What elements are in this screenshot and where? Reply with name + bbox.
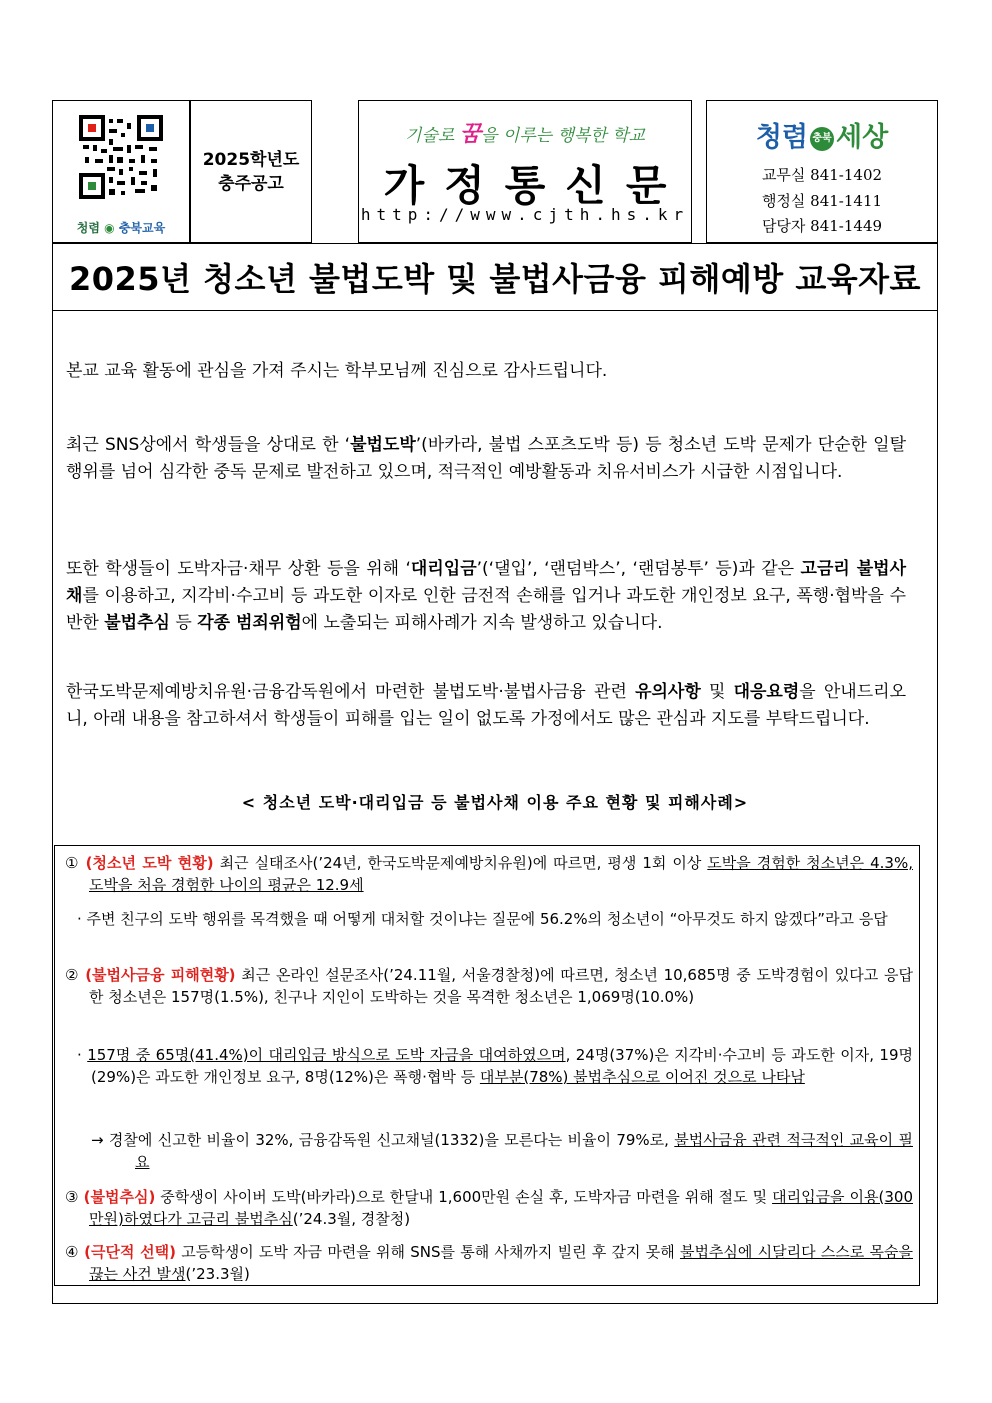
intro-paragraph: 본교 교육 활동에 관심을 가져 주시는 학부모님께 진심으로 감사드립니다. (66, 361, 608, 381)
contact-item: 담당자 841-1449 (761, 217, 883, 235)
contact-panel (706, 100, 938, 243)
case-number: ③ (65, 1188, 79, 1206)
case-text: 경찰에 신고한 비율이 32%, 금융감독원 신고채널(1332)을 모른다는 비율이 79%로, (103, 1131, 675, 1149)
p3-bold-proxy-deposit: 대리입금 (410, 559, 477, 579)
slogan-dream: 꿈 (459, 121, 481, 147)
case-text: 최근 온라인 설문조사(’24.11월, 서울경찰청)에 따르면, 청소년 10,685명 중 도박경험이 있다고 응답한 청소년은 157명(1.5%), 친구나 지인이 도박하는 것을 목격한 청소년은 1,069명(10.0%) (89, 966, 913, 1006)
slogan-part-1: 기술로 (405, 126, 460, 146)
p2-bold-gambling: 불법도박 (350, 435, 416, 455)
school-url-link[interactable]: http://www.cjth.hs.kr (360, 205, 690, 224)
case-underlined-text: 불법사금융 관련 적극적인 교육이 필요 (135, 1131, 913, 1171)
brand-right: 세상 (836, 122, 889, 153)
case-tag: (불법추심) (83, 1188, 156, 1206)
contact-item: 행정실 841-1411 (761, 191, 883, 210)
case-4 (65, 1241, 913, 1285)
case-2-bullet (77, 1044, 913, 1088)
p3-text: ’(‘댈입’, ‘랜덤박스’, ‘랜덤봉투’ 등)과 같은 (476, 559, 801, 579)
qr-panel (52, 100, 190, 243)
school-slogan (359, 117, 691, 148)
qr-caption-education: 충북교육 (118, 221, 166, 235)
p3-text: 를 이용하고, 지각비·수고비 등 과도한 이자로 인한 금전적 손해를 입거나 과도한 개인정보 요구, 폭행·협박을 수반한 (66, 586, 906, 633)
cases-box (54, 845, 920, 1286)
paragraph-loans (66, 556, 906, 637)
arrow-right-icon: → (91, 1131, 104, 1149)
case-underlined-text: 대리입금을 이용(300만원)하였다가 고금리 불법추심 (89, 1188, 913, 1228)
p3-text: 등 (169, 613, 198, 633)
case-number: ① (65, 854, 80, 872)
p3-bold-crime-risk: 각종 범죄위험 (197, 613, 302, 633)
p3-bold-collection: 불법추심 (104, 613, 170, 633)
case-underlined-text: 대부분(78%) 불법추심으로 이어진 것으로 나타남 (479, 1068, 805, 1086)
case-underlined-text: 157명 중 65명(41.4%)이 대리입금 방식으로 도박 자금을 대여하였으며 (87, 1046, 566, 1064)
case-1-bullet: · 주변 친구의 도박 행위를 목격했을 때 어떻게 대처할 것이냐는 질문에 56.2%의 청소년이 “아무것도 하지 않겠다”라고 응답 (77, 910, 888, 928)
title-divider (52, 310, 938, 311)
case-text: 최근 실태조사(’24년, 한국도박문제예방치유원)에 따르면, 평생 1회 이상 (213, 854, 708, 872)
p4-bold-precautions: 유의사항 (635, 682, 701, 702)
qr-caption-badge-icon: ◉ (104, 221, 115, 235)
brand-logo (707, 115, 937, 154)
contact-list (707, 163, 937, 240)
case-2-arrow-note (91, 1129, 913, 1173)
case-text: (’24.3월, 경찰청) (292, 1210, 411, 1228)
case-text: 고등학생이 도박 자금 마련을 위해 SNS를 통해 사채까지 빌린 후 갚지 못해 (176, 1243, 680, 1261)
p3-text: 에 노출되는 피해사례가 지속 발생하고 있습니다. (301, 613, 663, 633)
bullet-dot: · (77, 1046, 82, 1064)
slogan-part-2: 을 이루는 행복한 학교 (480, 126, 645, 146)
qr-code-icon[interactable] (79, 115, 163, 199)
newsletter-title: 가정통신문 (383, 161, 687, 210)
p4-text: 을 안내드리오니, 아래 내용을 참고하셔서 학생들이 피해를 입는 일이 없도록 가정에서도 많은 관심과 지도를 부탁드립니다. (66, 682, 906, 729)
case-tag: (불법사금융 피해현황) (85, 966, 236, 984)
p3-bold-high-interest: 고금리 불법사채 (66, 559, 906, 606)
case-text: (’23.3월) (185, 1265, 250, 1283)
case-number: ② (65, 966, 80, 984)
case-2 (65, 964, 913, 1008)
p3-text: 또한 학생들이 도박자금·채무 상환 등을 위해 ‘ (66, 559, 411, 579)
p4-bold-response: 대응요령 (733, 682, 800, 702)
case-tag: (청소년 도박 현황) (85, 854, 214, 872)
case-underlined-text: 불법추심에 시달리다 스스로 목숨을 끊는 사건 발생 (89, 1243, 913, 1283)
case-3 (65, 1186, 913, 1230)
case-underlined-text: 도박을 경험한 청소년은 4.3%, 도박을 처음 경험한 나이의 평균은 12.9세 (89, 854, 913, 894)
contact-item: 교무실 841-1402 (761, 166, 883, 184)
case-number: ④ (65, 1243, 79, 1261)
case-text: , 24명(37%)은 지각비·수고비 등 과도한 이자, 19명(29%)은 과도한 개인정보 요구, 8명(12%)은 폭행·협박 등 (91, 1046, 913, 1086)
p2-text: ’(바카라, 불법 스포츠도박 등) 등 청소년 도박 문제가 단순한 일탈 행위를 넘어 심각한 중독 문제로 발전하고 있으며, 적극적인 예방활동과 치유서비스가 시급한 시점입니다. (66, 435, 906, 482)
paragraph-guidance (66, 679, 906, 733)
paragraph-gambling (66, 432, 906, 486)
newsletter-title-panel (358, 100, 692, 243)
school-year: 2025학년도 (202, 149, 300, 170)
brand-left: 청렴 (755, 122, 808, 153)
school-panel (190, 100, 312, 243)
brand-badge-icon: 충북 (810, 127, 834, 151)
p4-text: 및 (700, 682, 734, 702)
case-1 (65, 852, 913, 896)
section-heading: < 청소년 도박·대리입금 등 불법사채 이용 주요 현황 및 피해사례> (241, 793, 749, 812)
qr-caption (53, 219, 189, 236)
p2-text: 최근 SNS상에서 학생들을 상대로 한 ‘ (66, 435, 351, 455)
case-text: 중학생이 사이버 도박(바카라)으로 한달내 1,600만원 손실 후, 도박자금 마련을 위해 절도 및 (155, 1188, 773, 1206)
school-name: 충주공고 (218, 173, 284, 194)
qr-caption-cheongryeom: 청렴 (76, 221, 100, 235)
p4-text: 한국도박문제예방치유원·금융감독원에서 마련한 불법도박·불법사금융 관련 (66, 682, 636, 702)
case-tag: (극단적 선택) (84, 1243, 176, 1261)
page-title: 2025년 청소년 불법도박 및 불법사금융 피해예방 교육자료 (69, 260, 921, 298)
